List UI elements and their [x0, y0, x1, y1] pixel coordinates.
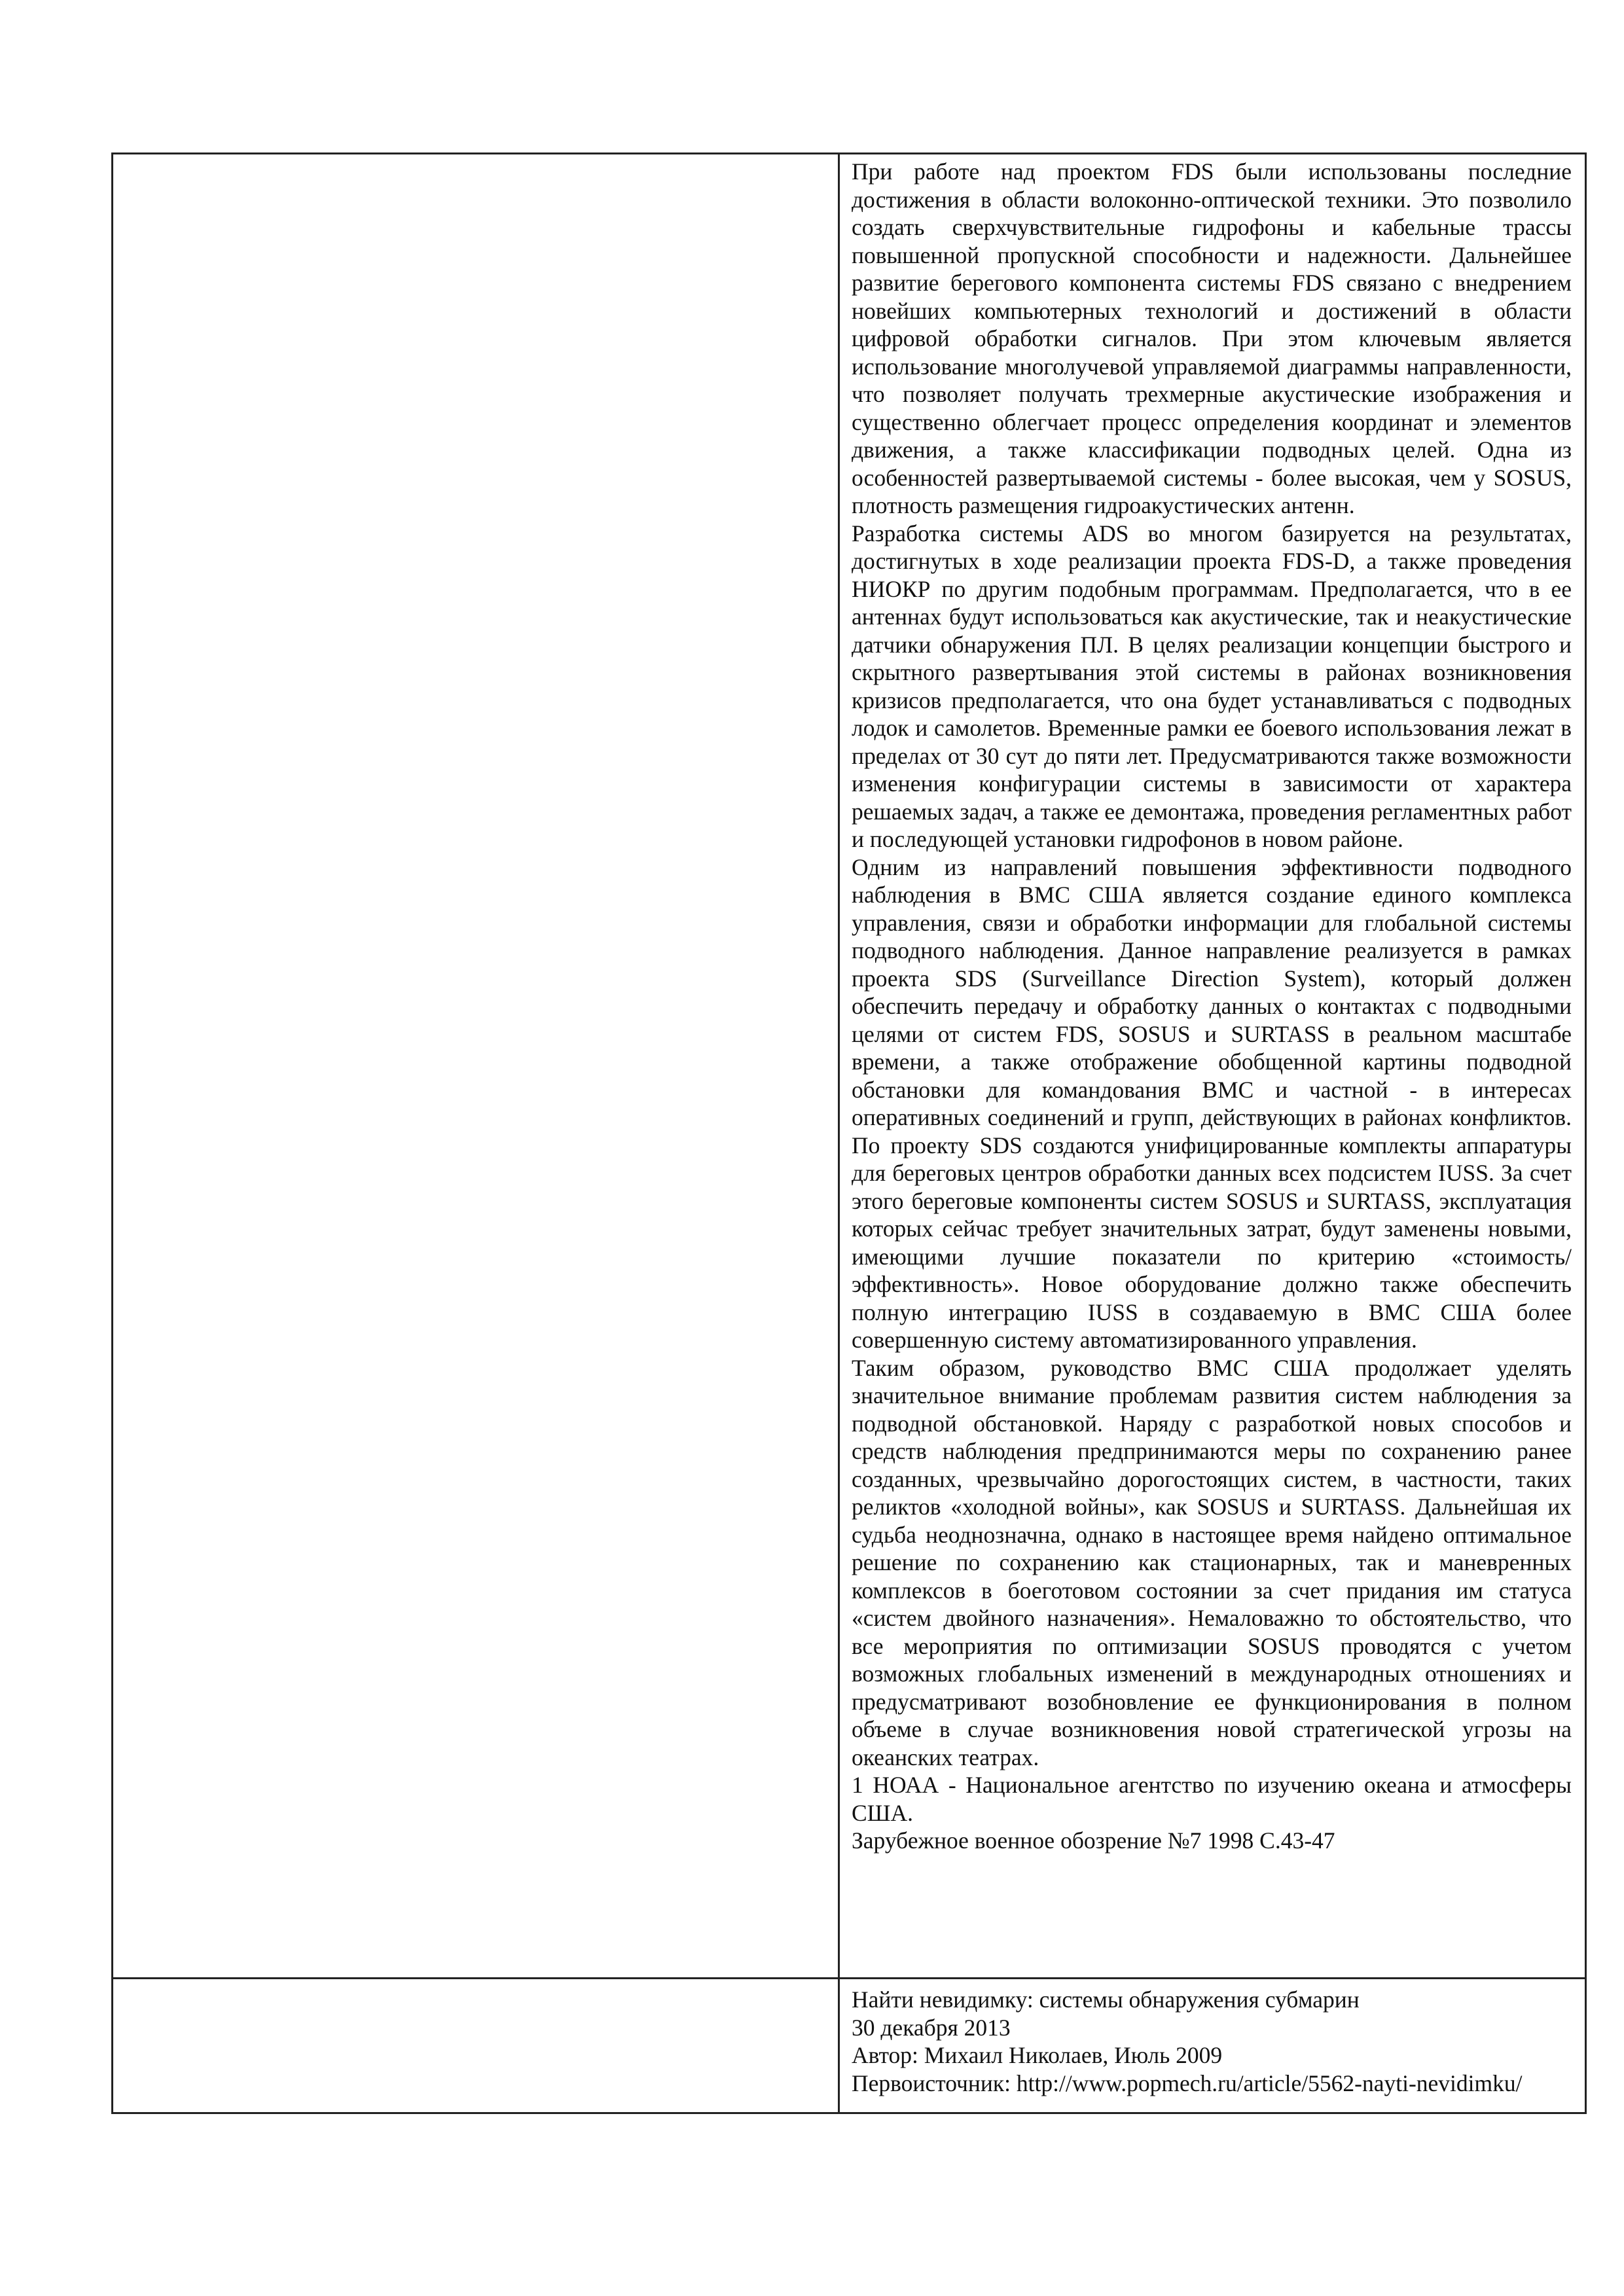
empty-left-cell	[113, 1979, 839, 2113]
article-cell	[839, 154, 1586, 1979]
source-origin: Первоисточник: http://www.popmech.ru/article/5562-nayti-nevidimku/	[852, 2070, 1523, 2096]
empty-left-cell	[113, 154, 839, 1979]
source-row	[113, 1979, 1586, 2113]
article-paragraph: Таким образом, руководство ВМС США продолжает уделять значительное внимание проблемам развития систем наблюдения за подводной обстановкой. Наряду с разработкой новых способов и средств наблюдения предпринимаются меры по сохранению ранее созданных, чрезвычайно дорогостоящих систем, в частности, таких реликтов «холодной войны», как SOSUS и SURTASS. Дальнейшая их судьба неоднозначна, однако в настоящее время найдено оптимальное решение по сохранению как стационарных, так и маневренных комплексов в боеготовом состоянии за счет придания им статуса «систем двойного назначения». Немаловажно то обстоятельство, что все мероприятия по оптимизации SOSUS проводятся с учетом возможных глобальных изменений в международных отношениях и предусматривают возобновление ее функционирования в полном объеме в случае возникновения новой стратегической угрозы на океанских театрах.	[852, 1354, 1572, 1770]
article-paragraph: При работе над проектом FDS были использованы последние достижения в области волоконно-оптической техники. Это позволило создать сверхчувствительные гидрофоны и кабельные трассы повышенной пропускной способности и надежности. Дальнейшее развитие берегового компонента системы FDS связано с внедрением новейших компьютерных технологий и достижений в области цифровой обработки сигналов. При этом ключевым является использование многолучевой управляемой диаграммы направленности, что позволяет получать трехмерные акустические изображения и существенно облегчает процесс определения координат и элементов движения, а также классификации подводных целей. Одна из особенностей развертываемой системы - более высокая, чем у SOSUS, плотность размещения гидроакустических антенн.	[852, 158, 1572, 518]
article-row	[113, 154, 1586, 1979]
source-author: Автор: Михаил Николаев, Июль 2009	[852, 2042, 1223, 2068]
document-table	[111, 152, 1587, 2114]
article-paragraph: Разработка системы ADS во многом базируется на результатах, достигнутых в ходе реализации проекта FDS-D, а также проведения НИОКР по другим подобным программам. Предполагается, что в ее антеннах будут использоваться как акустические, так и неакустические датчики обнаружения ПЛ. В целях реализации концепции быстрого и скрытного развертывания этой системы в районах возникновения кризисов предполагается, что она будет устанавливаться с подводных лодок и самолетов. Временные рамки ее боевого использования лежат в пределах от 30 сут до пяти лет. Предусматриваются также возможности изменения конфигурации системы в зависимости от характера решаемых задач, а также ее демонтажа, проведения регламентных работ и последующей установки гидрофонов в новом районе.	[852, 520, 1572, 852]
article-text	[840, 154, 1585, 1855]
footnote: 1 НОАА - Национальное агентство по изучению океана и атмосферы США.	[852, 1772, 1572, 1826]
source-title: Найти невидимку: системы обнаружения субмарин	[852, 1986, 1360, 2013]
citation: Зарубежное военное обозрение №7 1998 С.43-47	[852, 1827, 1335, 1854]
source-info	[840, 1979, 1585, 2097]
source-cell	[839, 1979, 1586, 2113]
article-paragraph: Одним из направлений повышения эффективности подводного наблюдения в ВМС США является создание единого комплекса управления, связи и обработки информации для глобальной системы подводного наблюдения. Данное направление реализуется в рамках проекта SDS (Surveillance Direction System), который должен обеспечить передачу и обработку данных о контактах с подводными целями от систем FDS, SOSUS и SURTASS в реальном масштабе времени, а также отображение обобщенной картины подводной обстановки для командования ВМС и частной - в интересах оперативных соединений и групп, действующих в районах конфликтов. По проекту SDS создаются унифицированные комплекты аппаратуры для береговых центров обработки данных всех подсистем IUSS. За счет этого береговые компоненты систем SOSUS и SURTASS, эксплуатация которых сейчас требует значительных затрат, будут заменены новыми, имеющими лучшие показатели по критерию «стоимость/эффективность». Новое оборудование должно также обеспечить полную интеграцию IUSS в создаваемую в ВМС США более совершенную систему автоматизированного управления.	[852, 853, 1572, 1353]
source-date: 30 декабря 2013	[852, 2014, 1011, 2041]
